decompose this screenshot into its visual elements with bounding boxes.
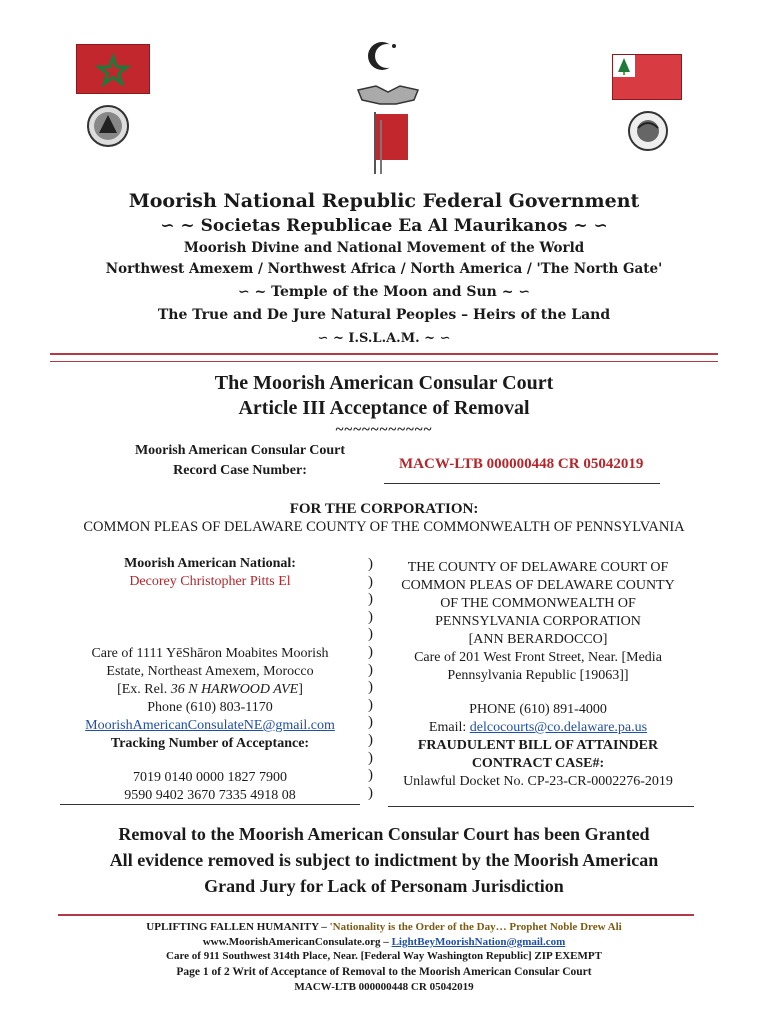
pine-tree-icon (613, 55, 635, 77)
bill-line-2: CONTRACT CASE#: (471, 756, 605, 771)
tracking-number-2: 9590 9402 3670 7335 4918 08 (124, 788, 296, 803)
court-line-4: PENNSYLVANIA CORPORATION (435, 614, 641, 629)
footer-rule (58, 914, 694, 916)
header-line-7: ∽ ~ I.S.L.A.M. ~ ∽ (317, 331, 451, 346)
header-line-2: ∽ ~ Societas Republicae Ea Al Maurikanos ~ ∽ (160, 216, 608, 236)
pine-tree-flag (612, 54, 682, 100)
court-line-7: Pennsylvania Republic [19063]] (447, 668, 629, 683)
granted-line-1: Removal to the Moorish American Consular Court has been Granted (118, 824, 650, 844)
ornament-icon: ∽ (593, 216, 608, 236)
tracking-number-1: 7019 0140 0000 1827 7900 (133, 770, 287, 785)
court-line-1: THE COUNTY OF DELAWARE COURT OF (407, 560, 669, 575)
record-label-2: Record Case Number: (173, 463, 307, 478)
footer-line-4: Page 1 of 2 Writ of Acceptance of Removal to the Moorish American Consular Court (176, 966, 592, 978)
ornament-icon: ∽ (439, 331, 451, 346)
court-line-3: OF THE COMMONWEALTH OF (440, 596, 636, 611)
national-heading: Moorish American National: (124, 556, 296, 571)
header-line-6: The True and De Jure Natural Peoples – Heirs of the Land (157, 307, 611, 323)
header-rule-top (50, 353, 718, 355)
header-line-5: ∽ ~ Temple of the Moon and Sun ~ ∽ (237, 284, 531, 300)
national-name: Decorey Christopher Pitts El (129, 574, 291, 589)
bill-line-1: FRAUDULENT BILL OF ATTAINDER (417, 738, 659, 753)
ornament-icon: ∽ (518, 284, 531, 300)
court-line-2: COMMON PLEAS OF DELAWARE COUNTY (401, 578, 675, 593)
footer-line-3: Care of 911 Southwest 314th Place, Near. [Federal Way Washington Republic] ZIP EXEMPT (166, 950, 602, 962)
document-title: The Moorish American Consular Court (214, 372, 554, 394)
header-line-3: Moorish Divine and National Movement of the World (183, 240, 585, 256)
court-phone: PHONE (610) 891-4000 (469, 702, 607, 717)
granted-line-2: All evidence removed is subject to indictment by the Moorish American (109, 850, 659, 870)
ornament-icon: ∽ (237, 284, 250, 300)
right-underline (388, 806, 694, 807)
national-address-3: [Ex. Rel. 36 N HARWOOD AVE] (117, 682, 303, 697)
handshake-icon (356, 80, 420, 106)
court-line-6: Care of 201 West Front Street, Near. [Media (414, 650, 662, 665)
record-label-1: Moorish American Consular Court (134, 443, 346, 458)
morocco-flag (76, 44, 150, 94)
national-email-link[interactable]: MoorishAmericanConsulateNE@gmail.com (85, 718, 335, 733)
seal-left-icon (86, 104, 130, 148)
tracking-label: Tracking Number of Acceptance: (110, 736, 310, 751)
docket-number: Unlawful Docket No. CP-23-CR-0002276-2019 (403, 774, 673, 789)
title-tildes: ~~~~~~~~~~~ (335, 422, 433, 438)
granted-line-3: Grand Jury for Lack of Personam Jurisdiction (204, 876, 564, 896)
record-case-number: MACW-LTB 000000448 CR 05042019 (399, 456, 644, 472)
national-address-1: Care of 1111 YēShāron Moabites Moorish (91, 646, 329, 661)
footer-line-2: www.MoorishAmericanConsulate.org – LightBeyMoorishNation@gmail.com (202, 936, 566, 948)
header-line-1: Moorish National Republic Federal Government (128, 190, 640, 212)
national-phone: Phone (610) 803-1170 (147, 700, 273, 715)
national-address-2: Estate, Northeast Amexem, Morocco (106, 664, 314, 679)
court-line-5: [ANN BERARDOCCO] (468, 632, 608, 647)
star-icon (77, 45, 149, 93)
footer-line-1: UPLIFTING FALLEN HUMANITY – 'Nationality is the Order of the Day… Prophet Noble Drew Ali (146, 921, 622, 933)
crescent-star-icon (364, 36, 404, 76)
footer-line-5: MACW-LTB 000000448 CR 05042019 (294, 981, 474, 993)
court-email-link[interactable]: delcocourts@co.delaware.pa.us (469, 720, 648, 735)
header-rule-bottom (50, 361, 718, 362)
seal-right-icon (627, 110, 669, 152)
ornament-icon: ∽ (317, 331, 329, 346)
paren-column: ) ) ) ) ) ) ) ) ) ) ) ) ) ) (368, 556, 373, 801)
corporation-name: COMMON PLEAS OF DELAWARE COUNTY OF THE COMMONWEALTH OF PENNSYLVANIA (83, 519, 685, 535)
flag-pole-icon (370, 110, 410, 176)
footer-email-link[interactable]: LightBeyMoorishNation@gmail.com (391, 936, 566, 948)
corporation-heading: FOR THE CORPORATION: (289, 501, 479, 517)
court-email: Email: delcocourts@co.delaware.pa.us (428, 720, 648, 735)
document-subtitle: Article III Acceptance of Removal (238, 397, 530, 419)
header-line-4: Northwest Amexem / Northwest Africa / North America / 'The North Gate' (105, 261, 663, 277)
record-underline (384, 483, 660, 484)
ornament-icon: ∽ (160, 216, 175, 236)
left-underline (60, 804, 360, 805)
